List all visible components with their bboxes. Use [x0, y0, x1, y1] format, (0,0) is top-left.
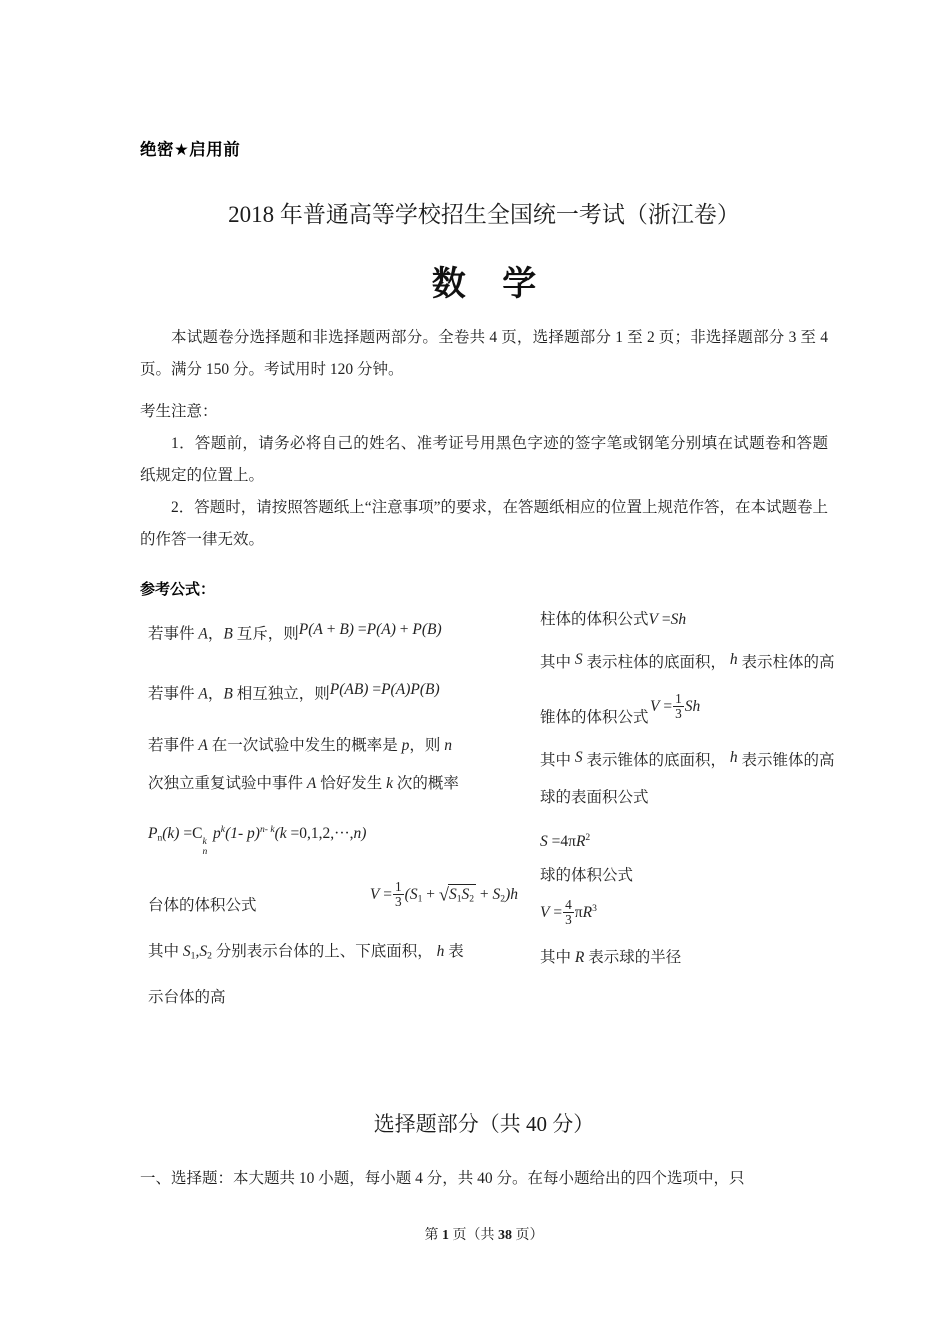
secret-notice: 绝密★启用前 — [140, 140, 241, 159]
candidate-notice-label: 考生注意： — [140, 403, 218, 420]
notice-item-1: 1．答题前，请务必将自己的姓名、准考证号用黑色字迹的签字笔或钢笔分别填在试题卷和答题纸规定的位置上。 — [140, 435, 828, 484]
formula-binomial-text-line-1: 若事件 A 在一次试验中发生的概率是 p，则 n — [148, 737, 453, 754]
formula-mutually-exclusive-expr: P(A + B) =P(A) + P(B) — [298, 621, 442, 638]
formula-sphere-volume-label: 球的体积公式 — [540, 867, 634, 884]
formula-sphere-note: 其中 R 表示球的半径 — [540, 949, 682, 966]
question-group-intro: 一、选择题：本大题共 10 小题，每小题 4 分，共 40 分。在每小题给出的四个选项中，只 — [140, 1170, 745, 1187]
formula-prism-label: 柱体的体积公式 — [540, 611, 649, 628]
subject-title: 数 学 — [431, 266, 551, 303]
page-content — [140, 0, 835, 1344]
formula-frustum-note-line-2: 示台体的高 — [148, 989, 226, 1006]
page-footer — [140, 1224, 828, 1244]
exam-title: 2018 年普通高等学校招生全国统一考试（浙江卷） — [228, 202, 740, 227]
formula-prism — [540, 610, 686, 630]
formula-independent-expr: P(AB) =P(A)P(B) — [329, 681, 440, 698]
formula-cone-note: 其中 S 表示锥体的底面积， h 表示锥体的高 — [540, 749, 835, 769]
footer-middle: 页（共 — [449, 1228, 498, 1243]
formula-prism-expr: V =Sh — [648, 611, 687, 628]
formula-sphere-volume-expr: V = $\frac{4}{3}$ $\pi R^3$ — [540, 897, 597, 927]
formula-mutually-exclusive — [148, 620, 442, 645]
formula-frustum-label: 台体的体积公式 — [148, 897, 257, 914]
notice-item-2: 2．答题时，请按照答题纸上“注意事项”的要求，在答题纸相应的位置上规范作答，在本试题卷上的作答一律无效。 — [140, 499, 829, 548]
formula-independent — [148, 680, 440, 705]
section-title-multiple-choice: 选择题部分（共 40 分） — [373, 1112, 595, 1136]
formula-sphere-area-expr: $S =4\pi R^2$ — [540, 832, 591, 850]
formula-independent-text: 若事件 A，B 相互独立，则 — [148, 685, 330, 703]
reference-formulas-label: 参考公式： — [140, 580, 216, 598]
formula-frustum-note-line-1: 其中 $S_1,S_2$ 分别表示台体的上、下底面积， h 表 — [148, 943, 464, 962]
footer-current-page: 1 — [442, 1228, 449, 1243]
formula-prism-note: 其中 S 表示柱体的底面积， h 表示柱体的高 — [540, 651, 835, 671]
formula-cone-label: 锥体的体积公式 — [540, 709, 649, 726]
intro-paragraph: 本试题卷分选择题和非选择题两部分。全卷共 4 页，选择题部分 1 至 2 页；非选择题部分 3 至 4 页。满分 150 分。考试用时 120 分钟。 — [140, 329, 828, 378]
footer-prefix: 第 — [424, 1228, 442, 1243]
formula-frustum-expr: V = $\frac{1}{3}$ $(S_1 + √S_1S_2 + S_2)h$ — [369, 879, 518, 909]
footer-suffix: 页） — [512, 1228, 544, 1243]
formula-binomial-expr: $P_n(k) =C$ k n $p^k(1-$ p)$^{n- k}$(k =0,1,2,···,n) — [148, 824, 367, 858]
formula-binomial-text-line-2: 次独立重复试验中事件 A 恰好发生 k 次的概率 — [148, 775, 459, 792]
footer-total-pages: 38 — [498, 1228, 512, 1243]
formula-sphere-area-label: 球的表面积公式 — [540, 789, 649, 806]
formula-cone-expr: V = $\frac{1}{3}$ Sh — [650, 691, 701, 721]
formula-mutually-exclusive-text: 若事件 A，B 互斥，则 — [148, 625, 299, 643]
